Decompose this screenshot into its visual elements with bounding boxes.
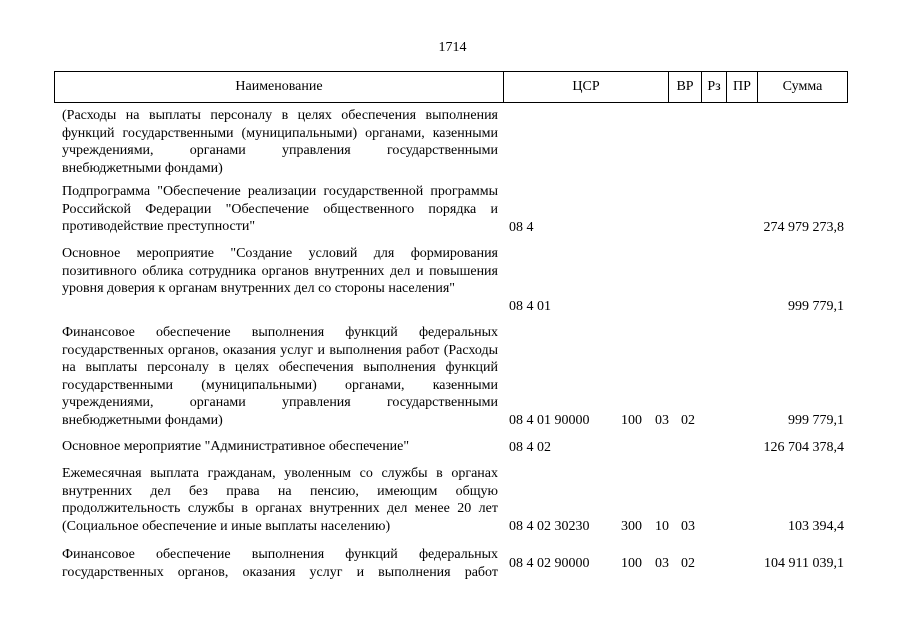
row-sum: 104 911 039,1 bbox=[764, 556, 844, 571]
column-header-rz: Рз bbox=[707, 79, 721, 94]
row-sum: 999 779,1 bbox=[788, 412, 844, 428]
row-pr: 02 bbox=[681, 556, 695, 571]
row-name: Финансовое обеспечение выполнения функций федеральных государственных органов, оказания услуг и выполнения работ (Расходы на выплаты персоналу в целях обеспечения выполнения функций государственными (муниципальными) органами, казенными учреждениями, органами управления государственными внебюджетными фондами) bbox=[62, 325, 498, 428]
row-pr: 03 bbox=[681, 518, 695, 534]
row-name: Основное мероприятие "Создание условий для формирования позитивного облика сотрудника органов внутренних дел и повышения уровня доверия к органам внутренних дел со стороны населения" bbox=[62, 246, 498, 296]
row-rz: 03 bbox=[655, 556, 669, 571]
row-sum: 999 779,1 bbox=[788, 298, 844, 314]
row-vr: 100 bbox=[621, 556, 642, 571]
table-row bbox=[0, 546, 905, 581]
table-row bbox=[0, 107, 905, 177]
page-number: 1714 bbox=[438, 40, 467, 55]
column-header-vr: ВР bbox=[676, 79, 694, 94]
table-header bbox=[54, 71, 848, 103]
table-row bbox=[0, 183, 905, 236]
table-row bbox=[0, 324, 905, 429]
table-row bbox=[0, 465, 905, 535]
row-csr: 08 4 02 90000 bbox=[509, 556, 590, 571]
row-name: Ежемесячная выплата гражданам, уволенным со службы в органах внутренних дел без права на пенсию, имеющим общую продолжительность службы в органах внутренних дел менее 20 лет (Социальное обеспечение и иные выплаты населению) bbox=[62, 466, 498, 534]
row-vr: 300 bbox=[621, 518, 642, 534]
column-header-name: Наименование bbox=[235, 79, 323, 94]
row-name: Основное мероприятие "Административное обеспечение" bbox=[62, 439, 410, 454]
row-csr: 08 4 02 bbox=[509, 439, 551, 455]
row-sum: 126 704 378,4 bbox=[763, 439, 844, 455]
row-name: Финансовое обеспечение выполнения функций федеральных государственных органов, оказания услуг и выполнения работ bbox=[62, 547, 498, 580]
row-sum: 274 979 273,8 bbox=[763, 219, 844, 235]
row-csr: 08 4 01 90000 bbox=[509, 412, 590, 428]
row-pr: 02 bbox=[681, 412, 695, 428]
row-vr: 100 bbox=[621, 412, 642, 428]
column-header-sum: Сумма bbox=[782, 79, 823, 94]
row-name: Подпрограмма "Обеспечение реализации государственной программы Российской Федерации "Обеспечение общественного порядка и противодействие преступности" bbox=[62, 184, 498, 234]
row-csr: 08 4 bbox=[509, 219, 534, 235]
row-rz: 03 bbox=[655, 412, 669, 428]
row-sum: 103 394,4 bbox=[788, 518, 844, 534]
table-row bbox=[0, 245, 905, 315]
row-csr: 08 4 01 bbox=[509, 298, 551, 314]
column-header-pr: ПР bbox=[733, 79, 751, 94]
table-row bbox=[0, 438, 905, 456]
row-csr: 08 4 02 30230 bbox=[509, 518, 590, 534]
column-header-csr: ЦСР bbox=[572, 79, 600, 94]
row-rz: 10 bbox=[655, 518, 669, 534]
row-name: (Расходы на выплаты персоналу в целях обеспечения выполнения функций государственными (муниципальными) органами, казенными учреждениями, органами управления государственными внебюджетными фондами) bbox=[62, 108, 498, 176]
